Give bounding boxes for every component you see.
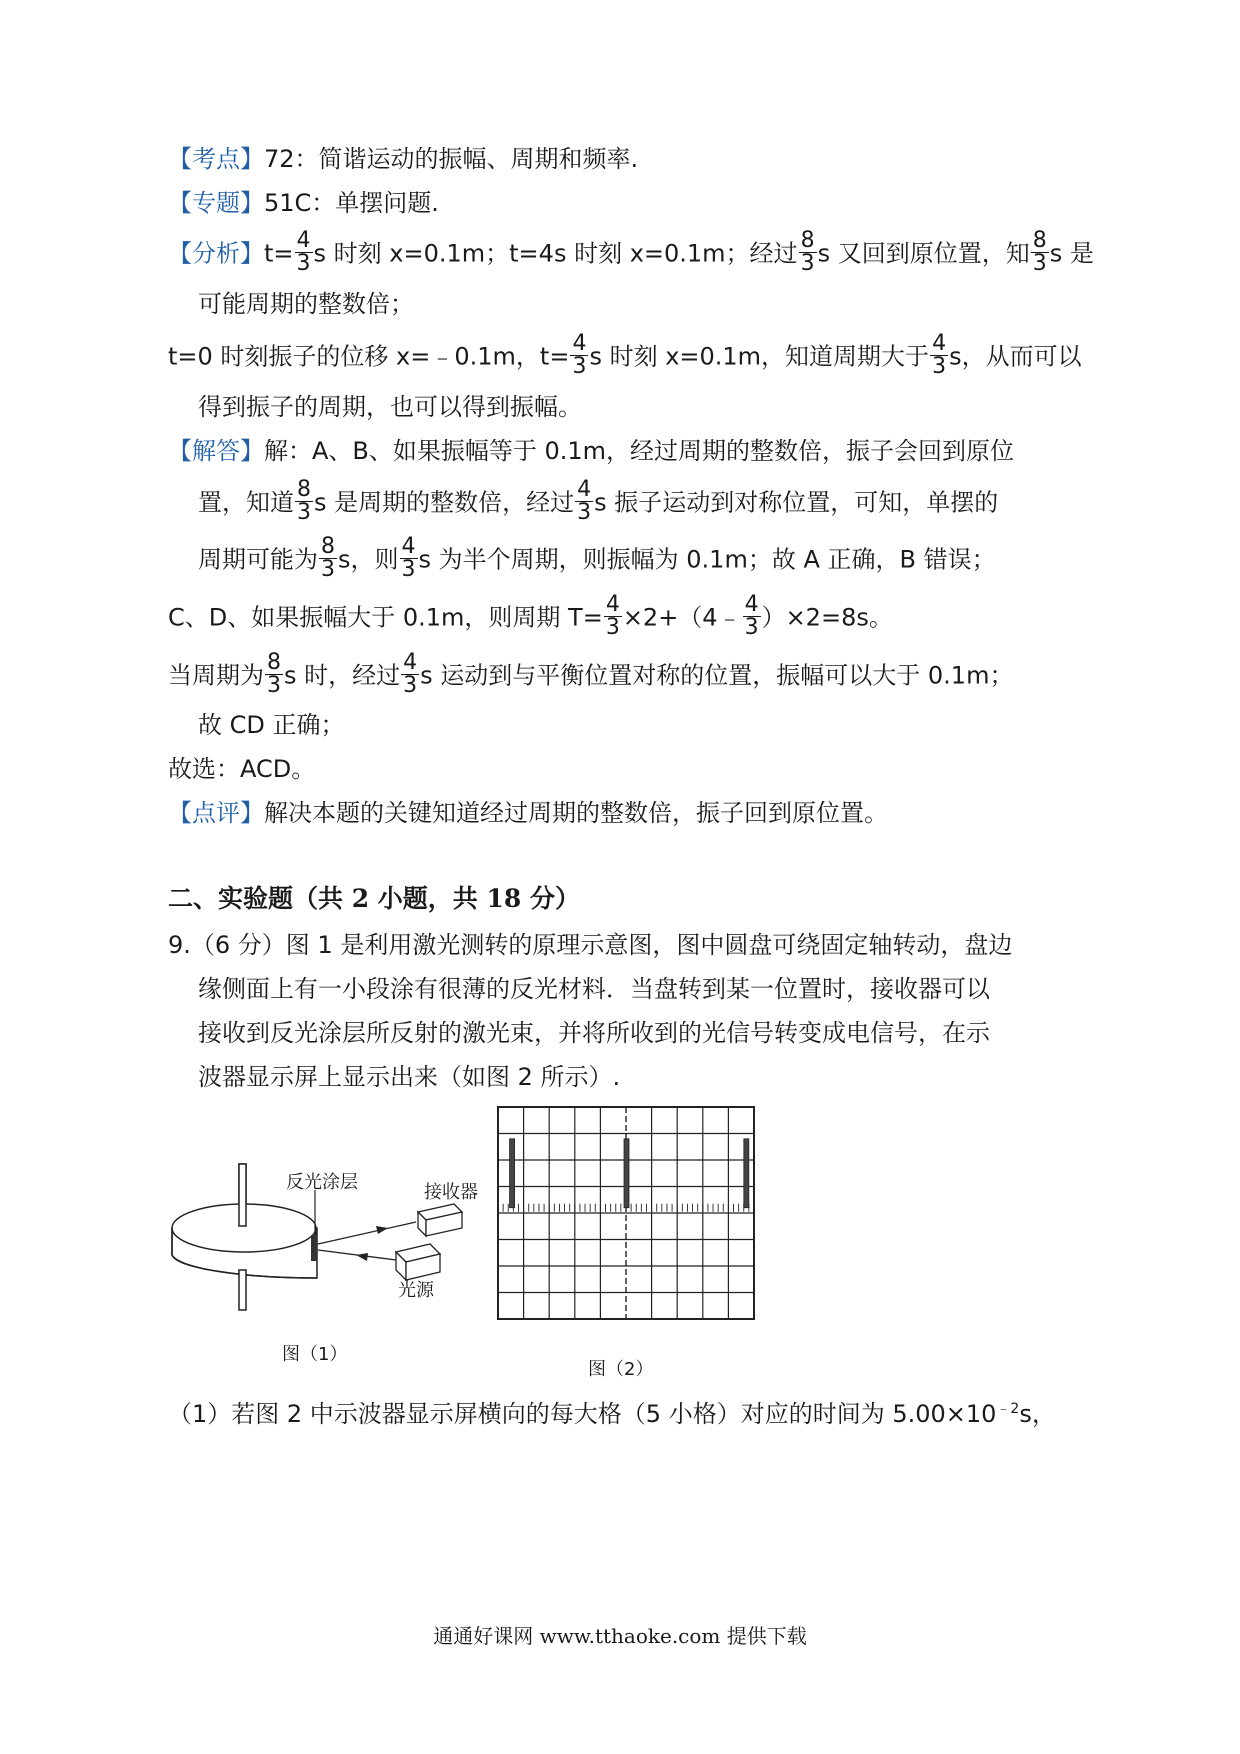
fraction-numerator: 8 bbox=[297, 477, 311, 502]
fraction bbox=[401, 652, 419, 697]
section-heading: 二、实验题（共 2 小题，共 18 分） bbox=[168, 884, 581, 913]
fraction bbox=[295, 479, 313, 524]
label-reflective-coating: 反光涂层 bbox=[286, 1172, 358, 1193]
fenxi-text: s 时刻 x=0.1m；t=4s 时刻 x=0.1m；经过 bbox=[313, 239, 798, 268]
fraction-numerator: 4 bbox=[296, 228, 311, 253]
exponent: ﹣2 bbox=[996, 1401, 1020, 1417]
figure-2-oscilloscope-screen bbox=[497, 1106, 755, 1320]
fraction bbox=[930, 333, 948, 378]
jieda-line-3 bbox=[198, 534, 996, 583]
fraction bbox=[799, 230, 817, 275]
jieda-text: 置，知道 bbox=[198, 488, 294, 517]
jieda-line-7: 故选：ACD。 bbox=[168, 755, 316, 783]
jieda-text: ）×2=8s。 bbox=[761, 603, 893, 632]
fraction-denominator: 3 bbox=[800, 251, 815, 276]
fraction-denominator: 3 bbox=[577, 500, 592, 525]
fenxi-text: s 又回到原位置，知 bbox=[817, 239, 1030, 268]
fraction-denominator: 3 bbox=[297, 500, 311, 525]
sub-question-text: （1）若图 2 中示波器显示屏横向的每大格（5 小格）对应的时间为 5.00×10 bbox=[168, 1400, 997, 1428]
scope-pulse bbox=[624, 1139, 629, 1208]
jieda-text: ×2+（4﹣ bbox=[622, 603, 742, 632]
kaodian-text: 72：简谐运动的振幅、周期和频率. bbox=[264, 145, 639, 173]
zhuanti-text: 51C：单摆问题. bbox=[264, 189, 439, 217]
scope-pulse bbox=[510, 1139, 515, 1208]
jieda-line-5 bbox=[168, 650, 1014, 699]
fraction bbox=[295, 230, 313, 275]
figure-2-caption: 图（2） bbox=[588, 1359, 654, 1380]
fraction-numerator: 8 bbox=[800, 228, 815, 253]
jieda-tag: 【解答】 bbox=[168, 437, 264, 465]
fenxi-line-1 bbox=[168, 228, 1094, 277]
fraction bbox=[319, 536, 337, 581]
fenxi-text: t=0 时刻振子的位移 x=﹣0.1m，t= bbox=[168, 342, 570, 371]
fraction-numerator: 8 bbox=[321, 534, 335, 559]
zhuanti-line bbox=[168, 186, 439, 220]
fraction bbox=[1031, 230, 1049, 275]
fenxi-line-2: 可能周期的整数倍； bbox=[198, 290, 414, 318]
dianping-tag: 【点评】 bbox=[168, 799, 264, 827]
fraction bbox=[570, 333, 588, 378]
fraction-numerator: 4 bbox=[744, 592, 759, 617]
fraction-numerator: 4 bbox=[577, 477, 592, 502]
label-receiver: 接收器 bbox=[424, 1182, 478, 1203]
fraction-numerator: 4 bbox=[401, 534, 416, 559]
jieda-text: 当周期为 bbox=[168, 661, 264, 690]
fraction-denominator: 3 bbox=[267, 673, 281, 698]
receiver-box bbox=[418, 1204, 462, 1236]
fenxi-tag: 【分析】 bbox=[168, 239, 264, 268]
reflected-beam-arrow bbox=[376, 1226, 388, 1234]
jieda-text: s 振子运动到对称位置，可知，单摆的 bbox=[594, 488, 999, 517]
question-9-line-4: 波器显示屏上显示出来（如图 2 所示）. bbox=[198, 1063, 621, 1091]
fraction-numerator: 4 bbox=[572, 331, 587, 356]
question-9-line-1: 9.（6 分）图 1 是利用激光测转的原理示意图，图中圆盘可绕固定轴转动，盘边 bbox=[168, 931, 1013, 959]
fraction-numerator: 4 bbox=[605, 592, 620, 617]
jieda-line-6: 故 CD 正确； bbox=[198, 711, 345, 739]
fenxi-line-3 bbox=[168, 331, 1082, 380]
reflected-beam bbox=[318, 1222, 416, 1244]
axle-upper bbox=[239, 1164, 246, 1226]
fraction-denominator: 3 bbox=[572, 354, 587, 379]
dianping-text: 解决本题的关键知道经过周期的整数倍，振子回到原位置。 bbox=[264, 799, 888, 827]
fenxi-text: s，从而可以 bbox=[949, 342, 1082, 371]
jieda-line-2 bbox=[198, 477, 999, 526]
jieda-text: 解：A、B、如果振幅等于 0.1m，经过周期的整数倍，振子会回到原位 bbox=[264, 437, 1015, 465]
fraction-denominator: 3 bbox=[403, 673, 418, 698]
fraction-denominator: 3 bbox=[401, 557, 416, 582]
fraction bbox=[400, 536, 418, 581]
dianping-line bbox=[168, 796, 888, 830]
fraction-denominator: 3 bbox=[932, 354, 947, 379]
fraction-numerator: 4 bbox=[932, 331, 947, 356]
jieda-text: s 运动到与平衡位置对称的位置，振幅可以大于 0.1m； bbox=[420, 661, 1014, 690]
label-light-source: 光源 bbox=[398, 1280, 434, 1301]
jieda-line-4 bbox=[168, 592, 893, 641]
jieda-text: s 时，经过 bbox=[284, 661, 401, 690]
jieda-text: s 为半个周期，则振幅为 0.1m；故 A 正确，B 错误； bbox=[418, 545, 996, 574]
fraction-numerator: 8 bbox=[1032, 228, 1047, 253]
kaodian-tag: 【考点】 bbox=[168, 145, 264, 173]
fenxi-line-4: 得到振子的周期，也可以得到振幅。 bbox=[198, 393, 582, 421]
fraction bbox=[604, 594, 622, 639]
question-9-line-3: 接收到反光涂层所反射的激光束，并将所收到的光信号转变成电信号，在示 bbox=[198, 1019, 990, 1047]
sub-question-text-end: s， bbox=[1019, 1400, 1056, 1428]
fraction-numerator: 4 bbox=[403, 650, 418, 675]
fraction-denominator: 3 bbox=[605, 615, 620, 640]
kaodian-line bbox=[168, 142, 638, 176]
fenxi-text: s 是 bbox=[1049, 239, 1094, 268]
fraction-numerator: 8 bbox=[267, 650, 281, 675]
jieda-line-1 bbox=[168, 434, 1014, 468]
incident-beam-arrow bbox=[356, 1253, 368, 1261]
fraction bbox=[575, 479, 593, 524]
fraction bbox=[743, 594, 761, 639]
light-source-box bbox=[396, 1244, 440, 1280]
axle-lower bbox=[239, 1270, 246, 1310]
fenxi-text: t= bbox=[264, 239, 294, 268]
reflective-coating bbox=[311, 1235, 317, 1261]
jieda-text: s，则 bbox=[338, 545, 399, 574]
jieda-text: 周期可能为 bbox=[198, 545, 318, 574]
sub-question-1 bbox=[168, 1392, 1056, 1431]
fenxi-text: s 时刻 x=0.1m，知道周期大于 bbox=[589, 342, 930, 371]
scope-pulse bbox=[744, 1139, 749, 1208]
zhuanti-tag: 【专题】 bbox=[168, 189, 264, 217]
fraction-denominator: 3 bbox=[1032, 251, 1047, 276]
fraction-denominator: 3 bbox=[296, 251, 311, 276]
fraction-denominator: 3 bbox=[744, 615, 759, 640]
question-9-line-2: 缘侧面上有一小段涂有很薄的反光材料．当盘转到某一位置时，接收器可以 bbox=[198, 975, 990, 1003]
figure-1-caption: 图（1） bbox=[282, 1344, 348, 1365]
page-footer: 通通好课网 www.tthaoke.com 提供下载 bbox=[433, 1624, 807, 1648]
fraction-denominator: 3 bbox=[321, 557, 335, 582]
fraction bbox=[265, 652, 283, 697]
jieda-text: C、D、如果振幅大于 0.1m，则周期 T= bbox=[168, 603, 603, 632]
jieda-text: s 是周期的整数倍，经过 bbox=[314, 488, 575, 517]
